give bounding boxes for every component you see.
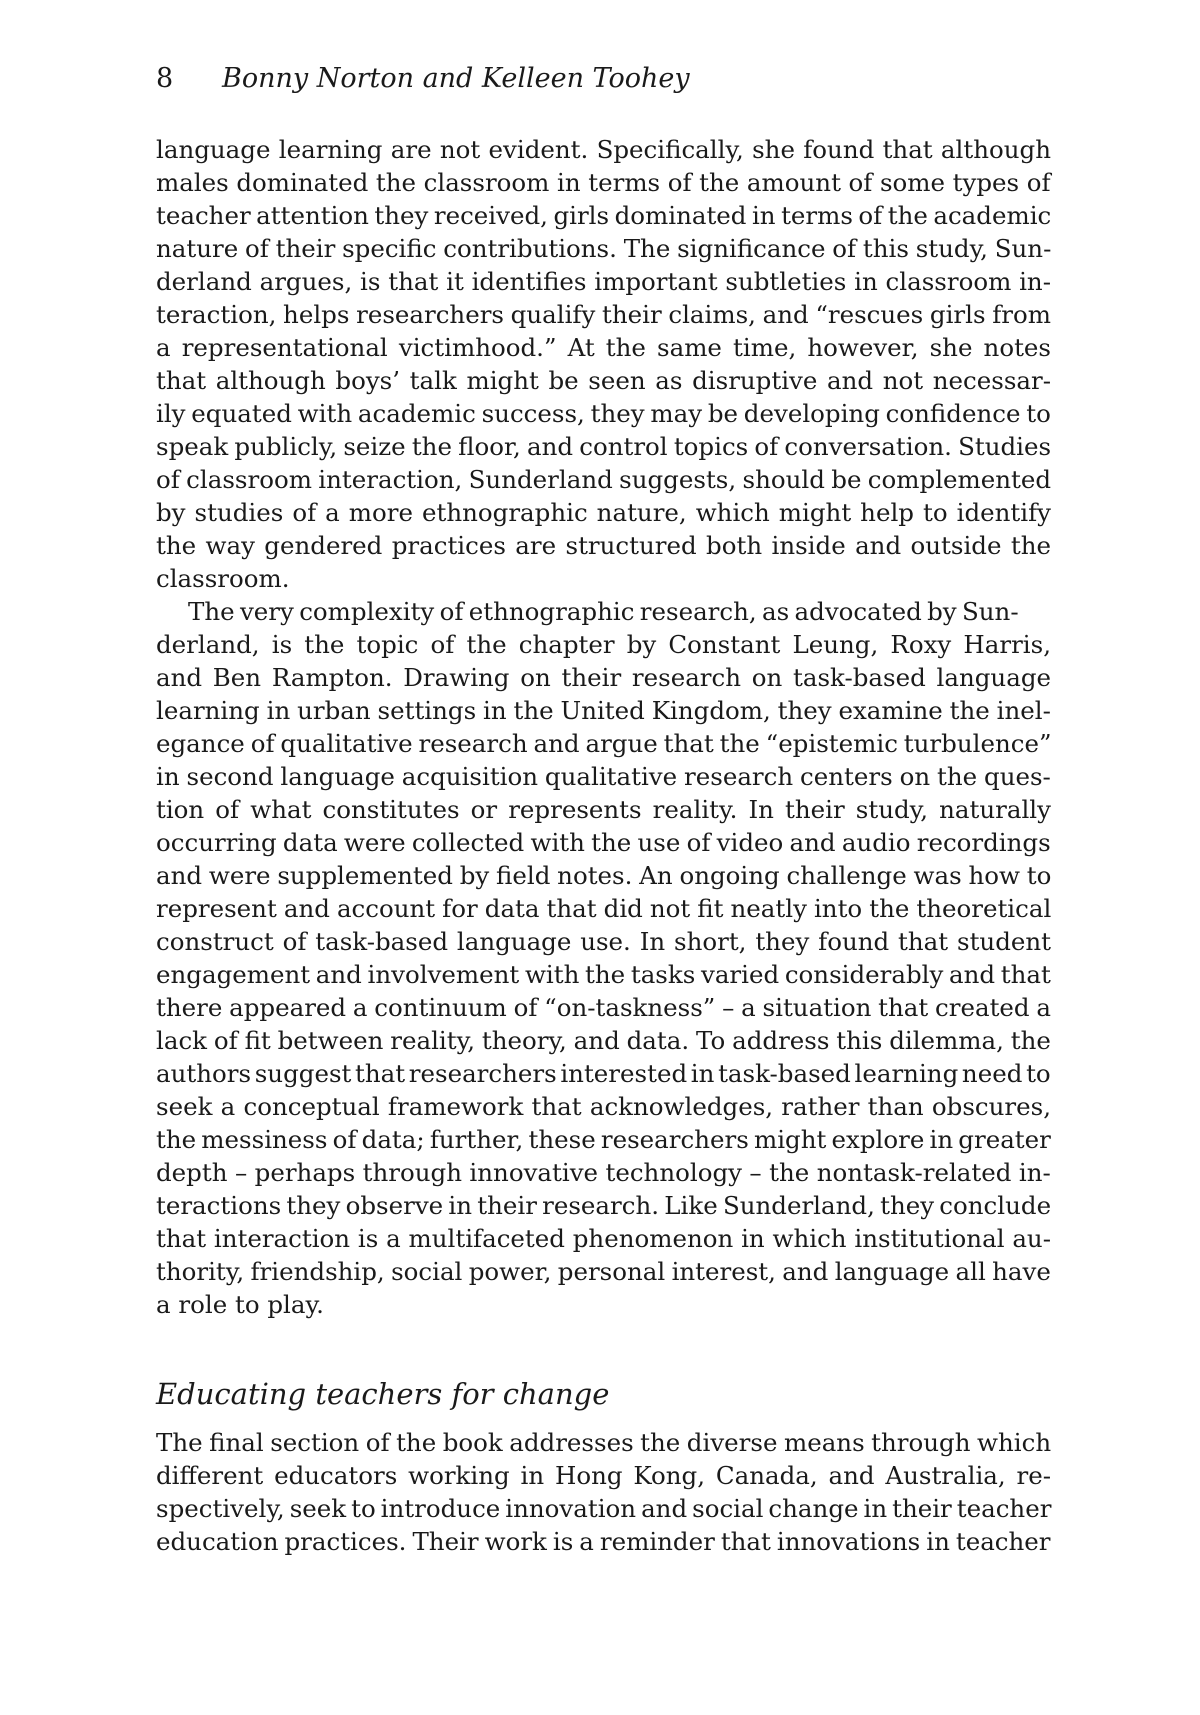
text-line: teractions they observe in their research. Like Sunderland, they conclude: [156, 1191, 1052, 1220]
text-line: derland, is the topic of the chapter by Constant Leung, Roxy Harris,: [156, 630, 1051, 659]
text-line: represent and account for data that did not fit neatly into the theoretical: [156, 894, 1052, 923]
text-line: authors suggest that researchers interested in task-based learning need to: [156, 1059, 1051, 1088]
text-line: The final section of the book addresses the diverse means through which: [156, 1428, 1052, 1457]
text-line: depth – perhaps through innovative technology – the nontask-related in-: [156, 1158, 1051, 1187]
text-line: different educators working in Hong Kong, Canada, and Australia, re-: [156, 1461, 1051, 1490]
text-line: construct of task-based language use. In short, they found that student: [156, 927, 1051, 956]
text-line: seek a conceptual framework that acknowledges, rather than obscures,: [156, 1092, 1051, 1121]
text-line: spectively, seek to introduce innovation and social change in their teacher: [156, 1494, 1052, 1523]
text-line: speak publicly, seize the floor, and control topics of conversation. Studies: [156, 432, 1052, 461]
text-line: egance of qualitative research and argue that the “epistemic turbulence”: [156, 729, 1052, 758]
running-head: [156, 62, 690, 96]
text-line: nature of their specific contributions. The significance of this study, Sun-: [156, 234, 1052, 263]
section-text: [156, 1426, 1051, 1558]
text-line: that although boys’ talk might be seen as disruptive and not necessar-: [156, 366, 1051, 395]
text-line: The very complexity of ethnographic research, as advocated by Sun-: [188, 597, 1019, 626]
text-line: there appeared a continuum of “on-taskness” – a situation that created a: [156, 993, 1052, 1022]
text-line: ily equated with academic success, they may be developing confidence to: [156, 399, 1051, 428]
text-line: the messiness of data; further, these researchers might explore in greater: [156, 1125, 1051, 1154]
text-line: education practices. Their work is a reminder that innovations in teacher: [156, 1527, 1051, 1556]
text-line: by studies of a more ethnographic nature, which might help to identify: [156, 498, 1051, 527]
paragraph-continued: [156, 133, 1051, 595]
text-line: thority, friendship, social power, personal interest, and language all have: [156, 1257, 1051, 1286]
section-heading: Educating teachers for change: [156, 1377, 610, 1411]
text-line: derland argues, is that it identifies important subtleties in classroom in-: [156, 267, 1051, 296]
text-line: a representational victimhood.” At the same time, however, she notes: [156, 333, 1051, 362]
text-line: of classroom interaction, Sunderland suggests, should be complemented: [156, 465, 1052, 494]
running-head-authors: Bonny Norton and Kelleen Toohey: [222, 63, 690, 94]
page-number: 8: [156, 63, 174, 94]
text-line: learning in urban settings in the United Kingdom, they examine the inel-: [156, 696, 1051, 725]
text-line: lack of fit between reality, theory, and data. To address this dilemma, the: [156, 1026, 1051, 1055]
text-line: occurring data were collected with the use of video and audio recordings: [156, 828, 1051, 857]
paragraph-final-section: [156, 1426, 1051, 1558]
text-line: classroom.: [156, 564, 290, 593]
text-line: language learning are not evident. Specifically, she found that although: [156, 135, 1051, 164]
text-line: in second language acquisition qualitative research centers on the ques-: [156, 762, 1051, 791]
text-line: tion of what constitutes or represents reality. In their study, naturally: [156, 795, 1051, 824]
text-line: males dominated the classroom in terms of the amount of some types of: [156, 168, 1051, 197]
text-line: the way gendered practices are structured both inside and outside the: [156, 531, 1051, 560]
text-line: engagement and involvement with the tasks varied considerably and that: [156, 960, 1051, 989]
text-line: teraction, helps researchers qualify their claims, and “rescues girls from: [156, 300, 1051, 329]
text-line: that interaction is a multifaceted phenomenon in which institutional au-: [156, 1224, 1051, 1253]
text-line: and Ben Rampton. Drawing on their research on task-based language: [156, 663, 1051, 692]
text-line: teacher attention they received, girls dominated in terms of the academic: [156, 201, 1052, 230]
text-line: a role to play.: [156, 1290, 324, 1319]
main-text: [156, 133, 1051, 1321]
text-line: and were supplemented by field notes. An ongoing challenge was how to: [156, 861, 1052, 890]
paragraph-ethnographic-research: [156, 595, 1051, 1321]
